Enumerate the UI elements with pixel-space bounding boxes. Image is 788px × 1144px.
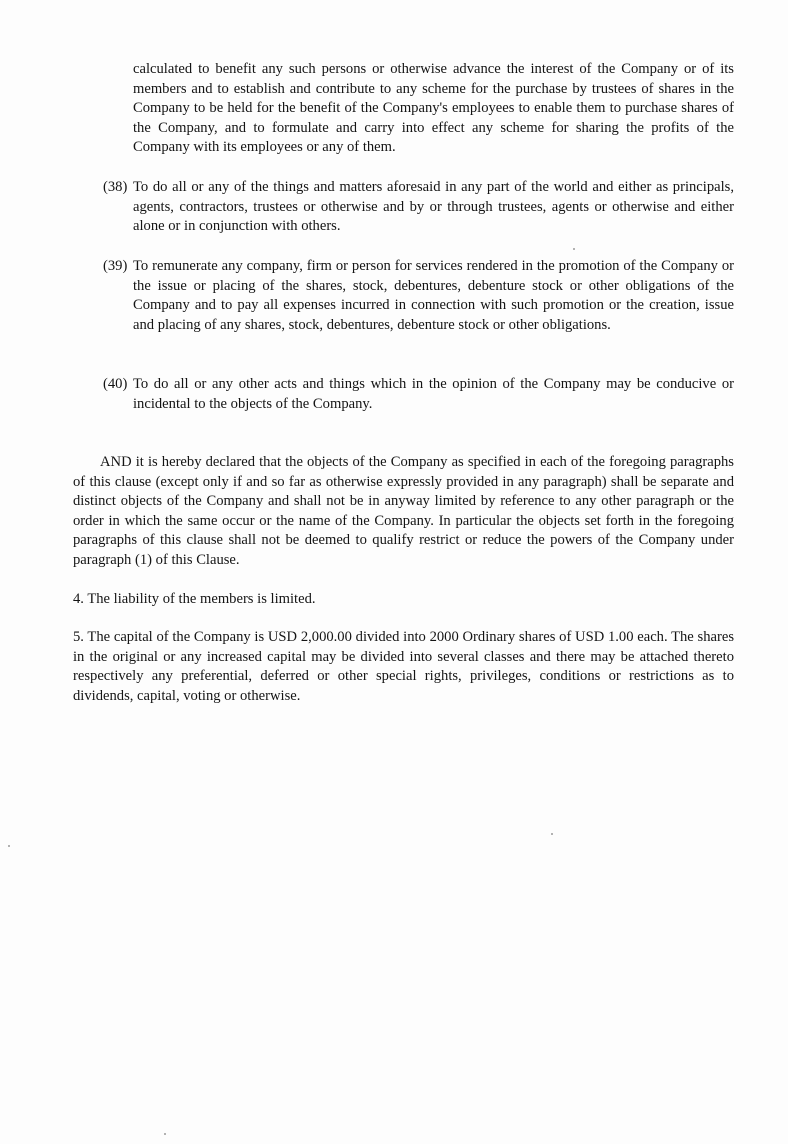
scan-speck (551, 833, 553, 835)
clause-4-liability: 4. The liability of the members is limited. (73, 591, 316, 607)
item-text: To do all or any of the things and matters aforesaid in any part of the world and either as principals, agents, contractors, trustees or otherwise and by or through trustees, agents or otherwise and either alone or in conjunction with others. (133, 179, 734, 235)
item-text: To do all or any other acts and things which in the opinion of the Company may be conducive or incidental to the objects of the Company. (133, 376, 734, 412)
scan-speck (573, 248, 575, 250)
objects-continuation-paragraph: calculated to benefit any such persons or otherwise advance the interest of the Company or of its members and to establish and contribute to any scheme for the purchase by trustees of shares in the Company to be held for the benefit of the Company's employees to enable them to purchase shares of the Company, and to formulate and carry into effect any scheme for sharing the profits of the Company with its employees or any of them. (133, 61, 734, 156)
item-number: (40) (103, 376, 128, 392)
scan-speck (8, 845, 10, 847)
objects-item-38 (103, 178, 734, 237)
scan-speck (164, 1133, 166, 1135)
item-number: (38) (103, 179, 128, 195)
clause-5-capital: 5. The capital of the Company is USD 2,000.00 divided into 2000 Ordinary shares of USD 1.00 each. The shares in the original or any increased capital may be divided into several classes and there may be attached thereto respectively any preferential, deferred or other special rights, privileges, conditions or restrictions as to dividends, capital, voting or otherwise. (73, 629, 734, 704)
objects-declaration-paragraph: AND it is hereby declared that the objects of the Company as specified in each of the foregoing paragraphs of this clause (except only if and so far as otherwise expressly provided in any paragraph) shall be separate and distinct objects of the Company and shall not be in anyway limited by reference to any other paragraph or the order in which the same occur or the name of the Company. In particular the objects set forth in the foregoing paragraphs of this clause shall not be deemed to qualify restrict or reduce the powers of the Company under paragraph (1) of this Clause. (73, 454, 734, 568)
item-text: To remunerate any company, firm or person for services rendered in the promotion of the Company or the issue or placing of the shares, stock, debentures, debenture stock or other obligations of the Company and to pay all expenses incurred in connection with such promotion or the creation, issue and placing of any shares, stock, debentures, debenture stock or other obligations. (133, 258, 734, 333)
item-number: (39) (103, 258, 128, 274)
objects-item-40 (103, 375, 734, 414)
objects-item-39 (103, 257, 734, 335)
